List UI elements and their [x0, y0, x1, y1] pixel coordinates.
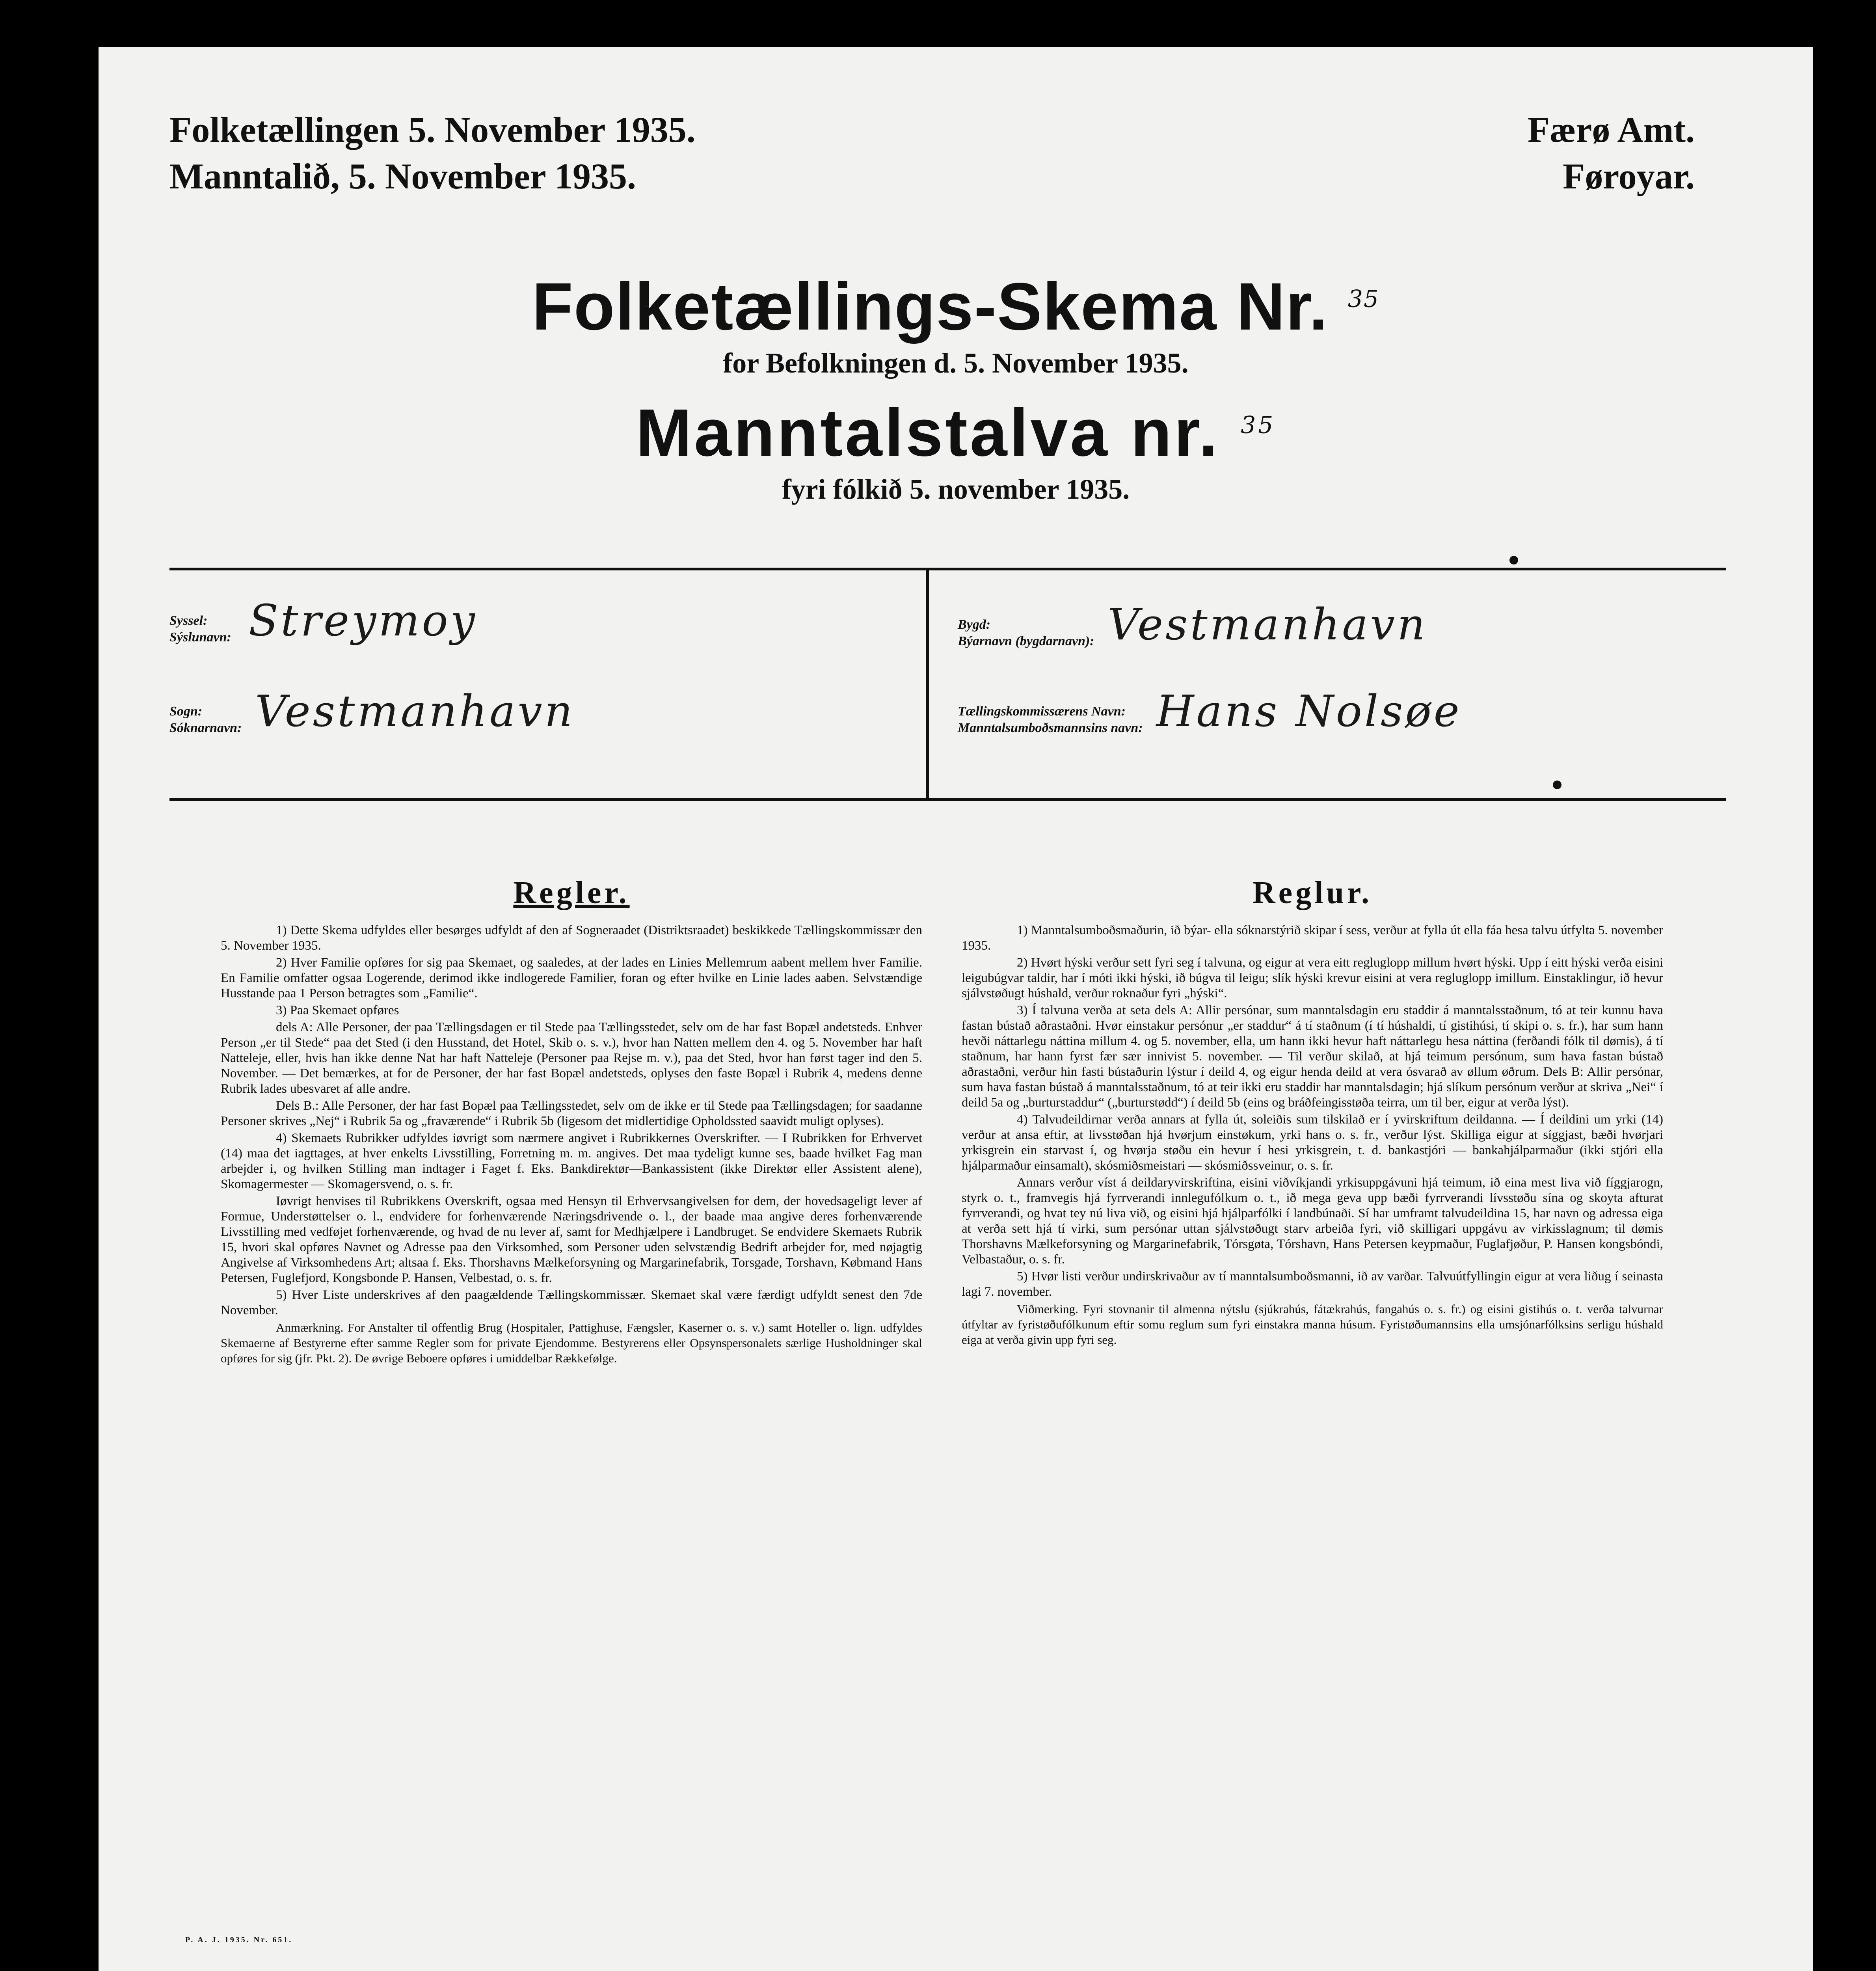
header-dates [169, 106, 696, 199]
rule-da-4: 4) Skemaets Rubrikker udfyldes iøvrigt som nærmere angivet i Rubrikkernes Overskrifter. — I Rubrikken for Erhvervet (14) maa det iagttages, at hver enkelts Livsstilling, Forretning m. m. angives. Det maa tydeligt kunne ses, baade hvilket Fag man arbejder i, og hvilken Stilling man indtager i Faget f. Eks. Bankdirektør—Bankassistent (ikke Direktør eller Assistent alene), Skomagermester — Skomagersvend, o. s. fr. [221, 1131, 922, 1191]
ink-dot-1 [1509, 556, 1518, 564]
rule-da-4b: Iøvrigt henvises til Rubrikkens Overskrift, ogsaa med Hensyn til Erhvervsangivelsen for dem, der hovedsageligt lever af Formue, Understøttelser o. l., endvidere for forhenværende Næringsdrivende o. l., der baade maa angive deres forhenværende Livsstilling med vedføjet forhenværende, og hvad de nu lever af, samt for Medhjælpere i Landbruget. Se endvidere Skemaets Rubrik 15, hvori skal opføres Navnet og Adresse paa den Virksomhed, som Personer uden selvstændig Bedrift arbejder for, med nøjagtig Angivelse af Virksomhedens Art; altsaa f. Eks. Thorshavns Mælkeforsyning og Margarinefabrik, Torsgade, Torshavn, Købmand Hans Petersen, Fuglefjord, Kongsbonde P. Hansen, Velbestad, o. s. fr. [221, 1194, 922, 1285]
fields-top-divider [169, 568, 1726, 570]
form-number-handwritten-2: 35 [1241, 411, 1276, 439]
form-subtitle-faroese: fyri fólkið 5. november 1935. [782, 473, 1130, 505]
sogn-label-fo: Sóknarnavn: [169, 721, 242, 735]
rules-danish-body [221, 923, 922, 1366]
rules-danish [221, 875, 922, 1367]
census-form-sheet [99, 47, 1813, 1971]
form-title-faroese-text: Manntalstalva nr. [636, 395, 1220, 470]
syssel-value: Streymoy [248, 595, 477, 646]
rules-faroese-body [962, 923, 1663, 1347]
fields-bottom-divider [169, 798, 1726, 801]
rule-da-5: 5) Hver Liste underskrives af den paagældende Tællingskommissær. Skemaet skal være færdigt udfyldt senest den 7de November. [221, 1288, 922, 1317]
form-title-danish-text: Folketællings-Skema Nr. [532, 269, 1329, 344]
region-faroese: Føroyar. [1563, 156, 1695, 196]
rule-da-3: 3) Paa Skemaet opføres [276, 1003, 399, 1017]
rules-faroese-heading: Reglur. [1252, 876, 1373, 910]
rule-fo-2: 2) Hvørt hýski verður sett fyri seg í talvuna, og eigur at vera eitt regluglopp millum hvørt hýski. Upp í eitt hýski verða eisini leigubúgvar taldir, har í móti ikki hýski, ið búgva til leigu; slík hýski krevur eisini at vera regluglopp imillum. Einstaklingur, ið hevur sjálvstøðugt húshald, verður roknaður fyri „hýski“. [962, 956, 1663, 1000]
form-subtitle-danish: for Befolkningen d. 5. November 1935. [723, 347, 1189, 379]
kommissaer-label-fo: Manntalsumboðsmannsins navn: [958, 721, 1143, 735]
bygd-label-fo: Býarnavn (bygdarnavn): [958, 634, 1094, 648]
rule-da-2: 2) Hver Familie opføres for sig paa Skemaet, og saaledes, at der lades en Linies Mellemrum aabent mellem hver Familie. En Familie omfatter ogsaa Logerende, derimod ikke indlogerede Familier, foran og efter hvilke en Linie lades aaben. Selvstændige Husstande paa 1 Person betragtes som „Familie“. [221, 956, 922, 1000]
field-sogn[interactable] [169, 686, 910, 736]
region-danish: Færø Amt. [1527, 110, 1695, 150]
rule-da-note: Anmærkning. For Anstalter til offentlig Brug (Hospitaler, Pattighuse, Fængsler, Kaserner o. s. v.) samt Hoteller o. lign. udfyldes Skemaerne af Bestyrerne efter samme Regler som for private Ejendomme. Bestyrerens eller Opsynspersonalets særlige Husholdninger skal opføres for sig (jfr. Pkt. 2). De øvrige Beboere opføres i umiddelbar Rækkefølge. [221, 1321, 922, 1365]
syssel-label-da: Syssel: [169, 613, 208, 628]
rule-fo-4: 4) Talvudeildirnar verða annars at fylla út, soleiðis sum tilskilað er í yvirskriftum deildanna. — Í deildini um yrki (14) verður at ansa eftir, at livsstøðan hjá hvørjum einstøkum, yrki hans o. s. fr., verður lýst. Skilliga eigur at síggjast, bæði hvørjari yrkisgrein ein starvast í, og hvørja støðu ein hevur í hesi yrkisgrein, t. d. bankastjóri — bankahjálparmaður (ikki stjóri ella hjálparmaður einsamalt), skósmiðsmeistari — skósmiðssveinur, o. s. fr. [962, 1112, 1663, 1173]
rules-danish-heading: Regler. [513, 876, 630, 910]
form-number-handwritten: 35 [1347, 285, 1380, 313]
rule-fo-5: 5) Hvør listi verður undirskrivaður av tí manntalsumboðsmanni, ið av varðar. Talvuútfyllingin eigur at vera liðug í seinasta lagi 7. november. [962, 1269, 1663, 1299]
form-title-danish [99, 268, 1813, 345]
rules-faroese [962, 875, 1663, 1349]
sogn-value: Vestmanhavn [255, 686, 575, 736]
header-region [1528, 106, 1695, 199]
rule-fo-note: Viðmerking. Fyri stovnanir til almenna nýtslu (sjúkrahús, fátækrahús, fangahús o. s. fr.) og eisini gistihús o. t. verða talvurnar útfyltar av fyristøðufólkunum eftir somu reglum sum fyri einstakra manna húsum. Fyristøðumannsins ella umsjónarfólksins serligu húshald eiga at verða givin upp fyri seg. [962, 1302, 1663, 1347]
bygd-label-da: Bygd: [958, 617, 991, 632]
header-line-danish: Folketællingen 5. November 1935. [169, 110, 696, 150]
kommissaer-value: Hans Nolsøe [1156, 686, 1462, 736]
rule-fo-3: 3) Í talvuna verða at seta dels A: Allir persónar, sum manntalsdagin eru staddir á manntalsstaðnum, tó at teir kunnu hava fastan bústað aðrastaðni. Hvør einstakur persónur „er staddur“ á tí staðnum (í tí húshaldi, tí gistihúsi, tí skipi o. s. fr.), har sum hann hevði náttarlegu náttina millum 4. og 5. november, ella, um hann ikki hevur haft náttarlegu hesa náttina (ferðandi fólk til dømis), á tí staðnum, har hann fyrst fær sær innivist 5. november. — Til verður skilað, at hjá teimum persónum, sum hava fastan bústað aðrastaðni, verður hin fasti bústaðurin lýstur í deild 4, og eigur henda deild at vera ósvarað av øllum øðrum. Dels B: Allir persónar, sum hava fastan bústað á manntalsstaðnum, tó at teir ikki eru staddir har manntalsdagin; hjá slíkum persónum verður at skriva „Nei“ í deild 5a og „burturstaddur“ („burturstødd“) í deild 5b (eins og bráðfeingisstøða teirra, um til ber, eigur at verða lýst). [962, 1003, 1663, 1110]
syssel-label-fo: Sýslunavn: [169, 630, 231, 645]
field-bygd[interactable] [958, 599, 1707, 650]
fields-center-divider [926, 568, 929, 800]
sogn-label-da: Sogn: [169, 704, 203, 719]
field-syssel[interactable] [169, 595, 910, 646]
bygd-value: Vestmanhavn [1107, 599, 1427, 650]
rule-fo-4b: Annars verður víst á deildaryvirskriftina, eisini viðvíkjandi yrkisuppgávuni hjá teimum, ið eina mest liva við fíggjarogn, styrk o. t., framvegis hjá fyrrverandi innlegufólkum o. t., ið mega geva upp bæði fyrrverandi lívsstøðu sína og skoyta afturat fyrrverandi, og hvat tey nú liva við, og eisini hjá hjálparfólki í landbúnaði. Sí har umframt talvudeildina 15, har navn og adressa eiga at verða sett hjá tí virki, sum persónar uttan sjálvstøðugt starv arbeiða fyri, við skilligari uppgávu av virkisslagnum; til dømis Thorshavns Mælkeforsyning og Margarinefabrik, Tórsgøta, Tórshavn, Hans Petersen keypmaður, Fuglafjøður, P. Hansen kongsbóndi, Velbastaður, o. s. fr. [962, 1176, 1663, 1267]
form-title-faroese [99, 394, 1813, 471]
field-kommissaer[interactable] [958, 686, 1707, 736]
ink-dot-2 [1553, 781, 1561, 789]
rule-da-3b: Dels B.: Alle Personer, der har fast Bopæl paa Tællingsstedet, selv om de ikke er til Stede paa Tællingsdagen; for saadanne Personer skrives „Nej“ i Rubrik 5a og „fraværende“ i Rubrik 5b (ligesom det midlertidige Opholdssted saavidt muligt oplyses). [221, 1099, 922, 1128]
rule-fo-1: 1) Manntalsumboðsmaðurin, ið býar- ella sóknarstýrið skipar í sess, verður at fylla út ella fáa hesa talvu útfylta 5. november 1935. [962, 923, 1663, 953]
print-code: P. A. J. 1935. Nr. 651. [185, 1936, 293, 1944]
kommissaer-label-da: Tællingskommissærens Navn: [958, 704, 1126, 719]
rule-da-1: 1) Dette Skema udfyldes eller besørges udfyldt af den af Sogneraadet (Distriktsraadet) beskikkede Tællingskommissær den 5. November 1935. [221, 923, 922, 953]
rule-da-3a: dels A: Alle Personer, der paa Tællingsdagen er til Stede paa Tællingsstedet, selv om de har fast Bopæl andetsteds. Enhver Person „er til Stede“ paa det Sted (i den Husstand, det Hotel, Skib o. s. v.), hvor han Natten mellem den 4. og 5. November har haft Natteleje, eller, hvis han ikke denne Nat har haft Natteleje (Personer paa Rejse m. v.), paa det Sted, hvor han først tager ind den 5. November. — Det bemærkes, at for de Personer, der har fast Bopæl andetsteds, oplyses den faste Bopæl i Rubrik 4, medens denne Rubrik lades ubesvaret af alle andre. [221, 1020, 922, 1096]
header-line-faroese: Manntalið, 5. November 1935. [169, 156, 636, 196]
